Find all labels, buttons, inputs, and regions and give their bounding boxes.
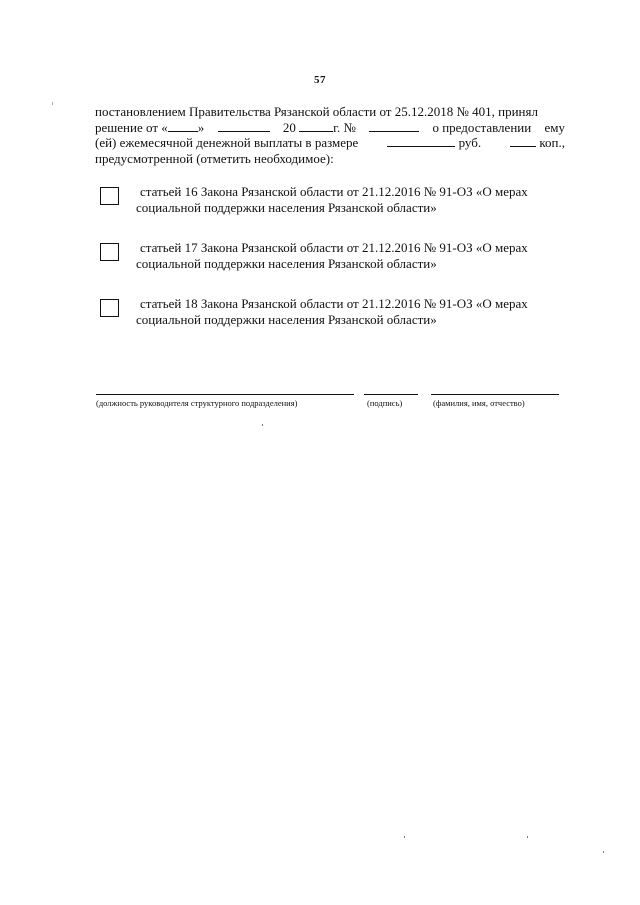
- position-caption: (должность руководителя структурного подразделения): [96, 398, 298, 408]
- intro-line-1-text: постановлением Правительства Рязанской области от 25.12.2018 № 401, принял: [95, 104, 538, 119]
- intro-line-3: [95, 135, 565, 151]
- article-17-line-1: статьей 17 Закона Рязанской области от 21.12.2016 № 91-ОЗ «О мерах: [140, 240, 528, 255]
- decision-date-prefix: решение от «: [95, 119, 168, 135]
- year-blank-field[interactable]: [299, 120, 333, 132]
- article-17-line-2: социальной поддержки населения Рязанской области»: [136, 256, 437, 271]
- full-name-signature-line[interactable]: [431, 394, 559, 395]
- kopecks-group: [510, 135, 565, 151]
- article-16-line-1: статьей 16 Закона Рязанской области от 21.12.2016 № 91-ОЗ «О мерах: [140, 184, 528, 199]
- decision-date-quote: »: [197, 119, 205, 135]
- intro-line-2: [95, 120, 565, 136]
- option-article-16: [100, 184, 570, 224]
- article-18-line-2: социальной поддержки населения Рязанской области»: [136, 312, 437, 327]
- signature-line[interactable]: [364, 394, 418, 395]
- article-18-line-1: статьей 18 Закона Рязанской области от 21.12.2016 № 91-ОЗ «О мерах: [140, 296, 528, 311]
- year-prefix: 20: [282, 119, 296, 135]
- month-blank-field[interactable]: [218, 120, 270, 132]
- scan-speck: [527, 836, 528, 838]
- intro-line-1: [95, 104, 565, 120]
- article-18-text: [136, 296, 566, 328]
- article-17-text: [136, 240, 566, 272]
- article-16-line-2: социальной поддержки населения Рязанской области»: [136, 200, 437, 215]
- scan-speck: [404, 836, 405, 838]
- full-name-caption: (фамилия, имя, отчество): [433, 398, 525, 408]
- day-blank-field[interactable]: [168, 120, 198, 132]
- rubles-group: [387, 135, 481, 151]
- article-16-checkbox[interactable]: [100, 187, 119, 205]
- scan-speck: [52, 102, 53, 105]
- kopecks-label: коп.,: [539, 135, 565, 150]
- rubles-label: руб.: [458, 135, 482, 150]
- kopecks-blank-field[interactable]: [510, 135, 536, 147]
- article-18-checkbox[interactable]: [100, 299, 119, 317]
- scan-speck: [603, 851, 604, 853]
- position-signature-line[interactable]: [96, 394, 354, 395]
- payment-amount-label: (ей) ежемесячной денежной выплаты в размере: [95, 135, 359, 150]
- intro-line-4-text: предусмотренной (отметить необходимое):: [95, 150, 334, 166]
- page-number: 57: [314, 74, 326, 86]
- article-16-text: [136, 184, 566, 216]
- decision-number-blank-field[interactable]: [369, 120, 419, 132]
- year-suffix-number-label: г. №: [333, 119, 356, 135]
- signature-caption: (подпись): [367, 398, 403, 408]
- year-group: [283, 120, 356, 136]
- recipient-label: ему: [544, 119, 565, 135]
- scan-speck: [262, 424, 263, 426]
- decision-date-group: [95, 120, 204, 136]
- option-article-17: [100, 240, 570, 280]
- option-article-18: [100, 296, 570, 336]
- rubles-blank-field[interactable]: [387, 135, 455, 147]
- provision-label: о предоставлении: [432, 119, 532, 135]
- article-17-checkbox[interactable]: [100, 243, 119, 261]
- intro-paragraph: [95, 104, 565, 166]
- intro-line-4: [95, 151, 565, 167]
